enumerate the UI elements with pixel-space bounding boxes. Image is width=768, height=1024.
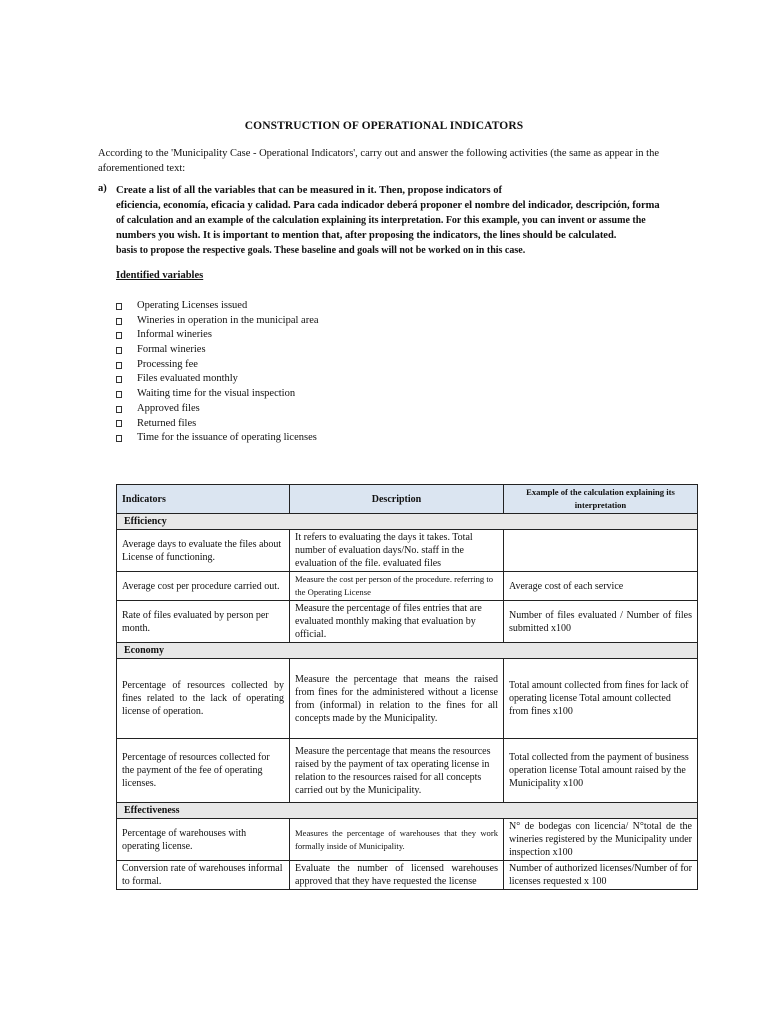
cell-description: Measure the percentage of files entries that are evaluated monthly making that evaluation by official.: [290, 601, 504, 643]
cell-description: Measure the percentage that means the resources raised by the payment of tax operating license in relation to the resources raised for all concepts carried out by the Municipality.: [290, 739, 504, 803]
table-row: [117, 861, 698, 890]
list-item: Time for the issuance of operating licenses: [116, 431, 319, 446]
table-header-indicators: Indicators: [117, 485, 290, 514]
cell-indicator: Average days to evaluate the files about License of functioning.: [117, 530, 290, 572]
checkbox-icon: [116, 420, 122, 427]
list-item: Wineries in operation in the municipal area: [116, 314, 319, 329]
cell-example: Number of authorized licenses/Number of for licenses requested x 100: [504, 861, 698, 890]
checkbox-icon: [116, 362, 122, 369]
list-item: Approved files: [116, 402, 319, 417]
cell-indicator: Average cost per procedure carried out.: [117, 572, 290, 601]
question-text: [116, 183, 690, 258]
table-row: [117, 739, 698, 803]
section-row-effectiveness: [117, 803, 698, 819]
cell-description: Measures the percentage of warehouses that they work formally inside of Municipality.: [290, 819, 504, 861]
checkbox-icon: [116, 435, 122, 442]
variables-heading: Identified variables: [116, 270, 204, 281]
question-line: eficiencia, economía, eficacia y calidad. Para cada indicador deberá proponer el nombre del indicador, descripción, forma: [116, 200, 660, 211]
checkbox-icon: [116, 376, 122, 383]
cell-indicator: Conversion rate of warehouses informal to formal.: [117, 861, 290, 890]
table-row: [117, 530, 698, 572]
section-row-economy: [117, 643, 698, 659]
checkbox-icon: [116, 406, 122, 413]
list-item: Operating Licenses issued: [116, 299, 319, 314]
section-row-efficiency: [117, 514, 698, 530]
cell-example: [504, 530, 698, 572]
checkbox-icon: [116, 318, 122, 325]
cell-description: Measure the percentage that means the raised from fines for the administered without a license from (informal) in relation to the fines for all concepts made by the Municipality.: [290, 659, 504, 739]
cell-example: Average cost of each service: [504, 572, 698, 601]
section-label: Economy: [117, 643, 698, 659]
question-line: Create a list of all the variables that can be measured in it. Then, propose indicators of: [116, 185, 502, 196]
table-row: [117, 572, 698, 601]
cell-description: Evaluate the number of licensed warehouses approved that they have requested the license: [290, 861, 504, 890]
section-label: Effectiveness: [117, 803, 698, 819]
list-item: Files evaluated monthly: [116, 372, 319, 387]
checkbox-icon: [116, 303, 122, 310]
question-line: of calculation and an example of the calculation explaining its interpretation. For this example, you can invent or assume the: [116, 215, 646, 226]
question-line: basis to propose the respective goals. These baseline and goals will not be worked on in this case.: [116, 245, 526, 256]
table-header-description: Description: [290, 485, 504, 514]
list-item: Processing fee: [116, 358, 319, 373]
cell-example: Total collected from the payment of business operation license Total amount raised by the Municipality x100: [504, 739, 698, 803]
list-item: Informal wineries: [116, 328, 319, 343]
cell-indicator: Percentage of warehouses with operating license.: [117, 819, 290, 861]
table-header-row: [117, 485, 698, 514]
cell-example: Total amount collected from fines for lack of operating license Total amount collected from fines x100: [504, 659, 698, 739]
variables-list: [116, 299, 319, 446]
question-label: a): [98, 183, 107, 194]
cell-example: Number of files evaluated / Number of files submitted x100: [504, 601, 698, 643]
cell-description: It refers to evaluating the days it takes. Total number of evaluation days/No. staff in the evaluation of the file. evaluated files: [290, 530, 504, 572]
cell-indicator: Rate of files evaluated by person per month.: [117, 601, 290, 643]
question-line: numbers you wish. It is important to mention that, after proposing the indicators, the lines should be calculated.: [116, 230, 617, 241]
checkbox-icon: [116, 391, 122, 398]
list-item: Formal wineries: [116, 343, 319, 358]
table-row: [117, 819, 698, 861]
cell-example: N° de bodegas con licencia/ N°total de the wineries registered by the Municipality under inspection x100: [504, 819, 698, 861]
checkbox-icon: [116, 332, 122, 339]
cell-description: Measure the cost per person of the procedure. referring to the Operating License: [290, 572, 504, 601]
list-item: Waiting time for the visual inspection: [116, 387, 319, 402]
indicators-table: [116, 484, 698, 890]
section-label: Efficiency: [117, 514, 698, 530]
cell-indicator: Percentage of resources collected for the payment of the fee of operating licenses.: [117, 739, 290, 803]
checkbox-icon: [116, 347, 122, 354]
table-row: [117, 601, 698, 643]
table-header-example: Example of the calculation explaining its interpretation: [504, 485, 698, 514]
intro-paragraph: According to the 'Municipality Case - Operational Indicators', carry out and answer the following activities (the same as appear in the aforementioned text:: [98, 148, 659, 174]
table-row: [117, 659, 698, 739]
list-item: Returned files: [116, 417, 319, 432]
page-title: CONSTRUCTION OF OPERATIONAL INDICATORS: [244, 120, 524, 132]
cell-indicator: Percentage of resources collected by fines related to the lack of operating license of operation.: [117, 659, 290, 739]
